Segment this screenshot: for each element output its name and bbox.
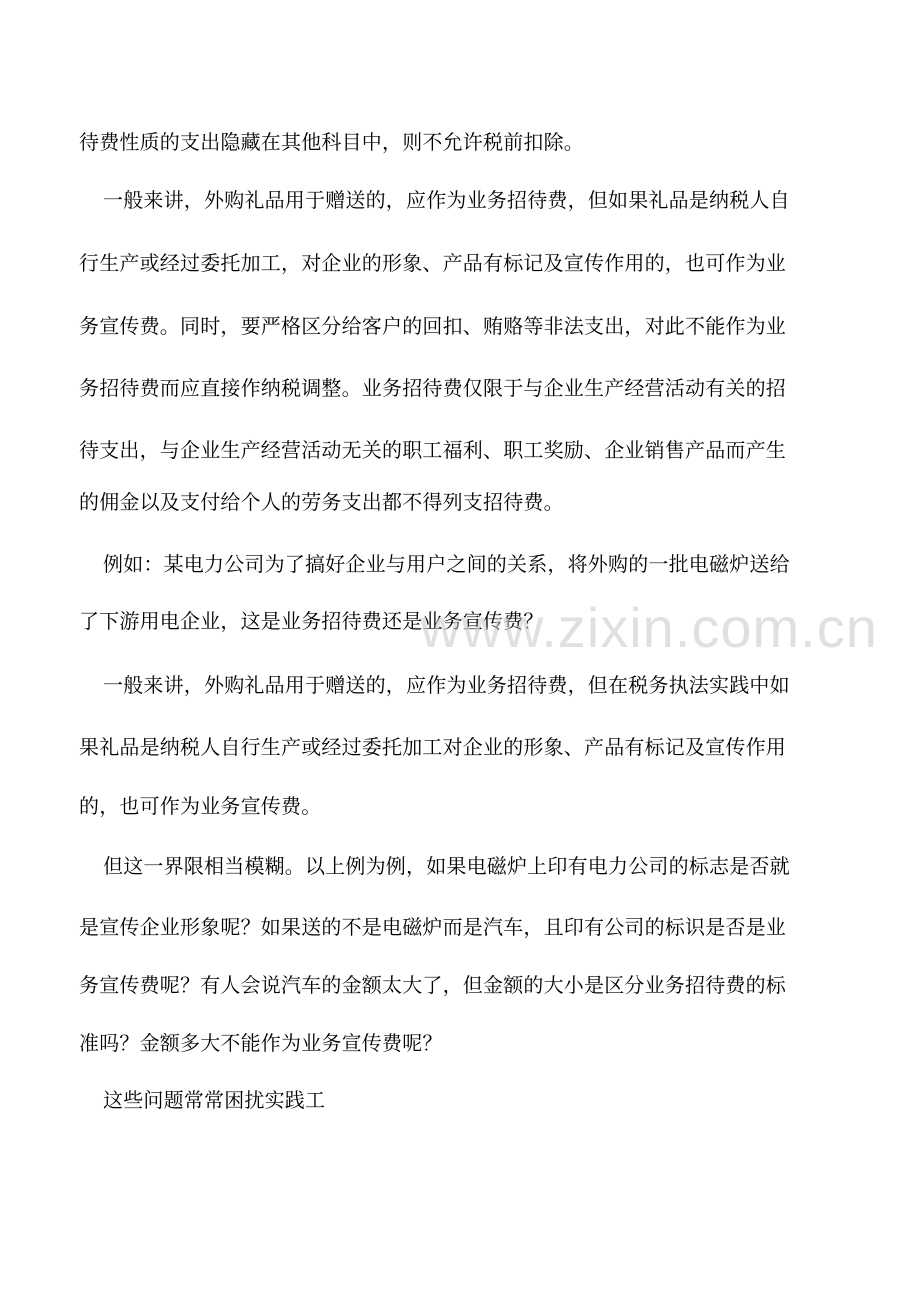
text-line-5: 务招待费而应直接作纳税调整。业务招待费仅限于与企业生产经营活动有关的招 <box>79 376 786 400</box>
text-line-17: 这些问题常常困扰实践工 <box>103 1088 326 1112</box>
text-line-6: 待支出，与企业生产经营活动无关的职工福利、职工奖励、企业销售产品而产生 <box>79 438 786 462</box>
text-line-3: 行生产或经过委托加工，对企业的形象、产品有标记及宣传作用的，也可作为业 <box>79 251 786 275</box>
text-line-1: 待费性质的支出隐藏在其他科目中，则不允许税前扣除。 <box>79 130 584 154</box>
text-line-9: 了下游用电企业，这是业务招待费还是业务宣传费？ <box>79 609 544 633</box>
text-line-15: 务宣传费呢？有人会说汽车的金额太大了，但金额的大小是区分业务招待费的标 <box>79 973 786 997</box>
text-line-11: 果礼品是纳税人自行生产或经过委托加工对企业的形象、产品有标记及宣传作用 <box>79 735 786 759</box>
text-line-7: 的佣金以及支付给个人的劳务支出都不得列支招待费。 <box>79 490 564 514</box>
text-line-2: 一般来讲，外购礼品用于赠送的，应作为业务招待费，但如果礼品是纳税人自 <box>103 188 790 212</box>
watermark-text: www.zixin.com.cn <box>420 596 878 659</box>
text-line-14: 是宣传企业形象呢？如果送的不是电磁炉而是汽车，且印有公司的标识是否是业 <box>79 915 786 939</box>
text-line-8: 例如：某电力公司为了搞好企业与用户之间的关系，将外购的一批电磁炉送给 <box>103 552 790 576</box>
text-line-12: 的，也可作为业务宣传费。 <box>79 794 322 818</box>
text-line-13: 但这一界限相当模糊。以上例为例，如果电磁炉上印有电力公司的标志是否就 <box>103 854 790 878</box>
text-line-10: 一般来讲，外购礼品用于赠送的，应作为业务招待费，但在税务执法实践中如 <box>103 673 790 697</box>
text-line-4: 务宣传费。同时，要严格区分给客户的回扣、贿赂等非法支出，对此不能作为业 <box>79 314 786 338</box>
text-line-16: 准吗？金额多大不能作为业务宣传费呢？ <box>79 1031 443 1055</box>
